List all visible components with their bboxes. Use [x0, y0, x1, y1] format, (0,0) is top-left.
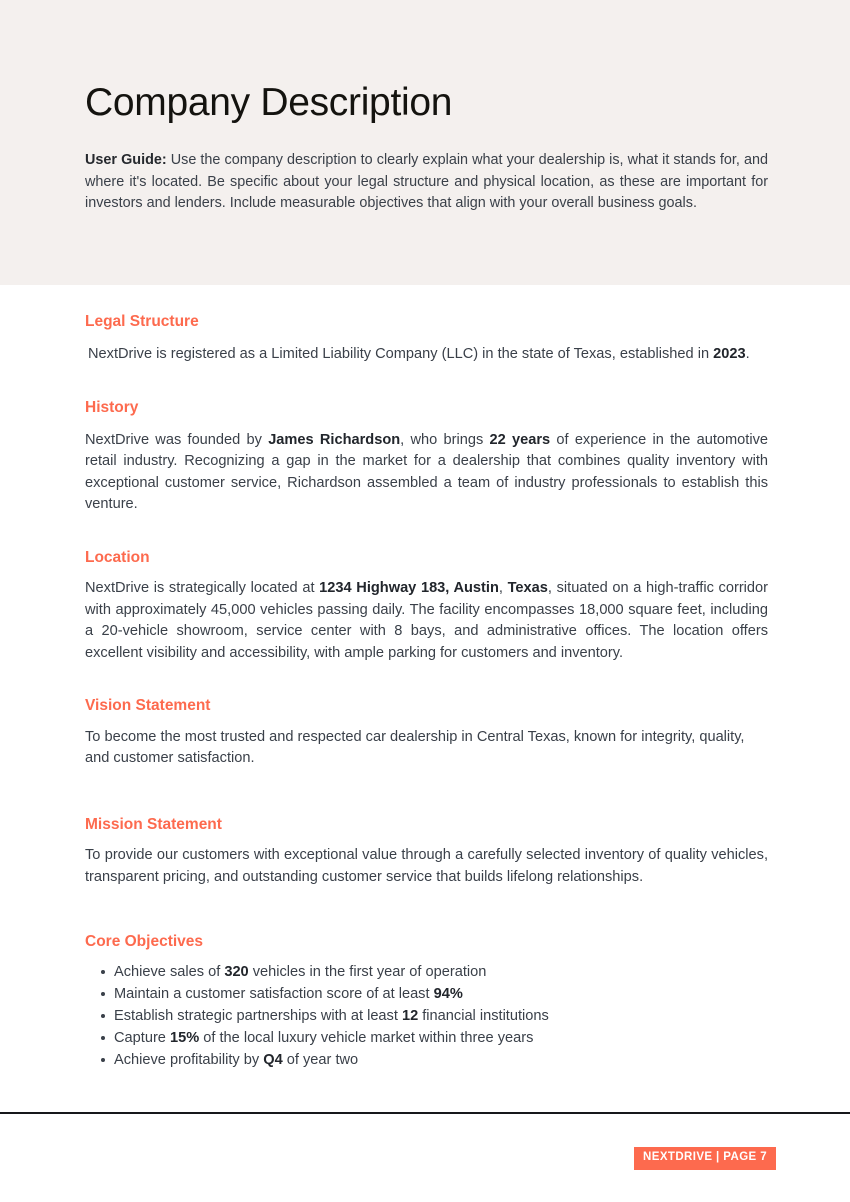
objective-text-post: financial institutions — [418, 1008, 549, 1025]
legal-text-2: . — [745, 345, 750, 362]
objective-text-post: of year two — [282, 1052, 359, 1069]
section-mission-statement — [0, 816, 850, 889]
legal-bold-year: 2023 — [713, 345, 746, 362]
objective-text-pre: Achieve profitability by — [114, 1052, 264, 1069]
location-text-2: , — [498, 580, 508, 597]
footer-divider — [0, 1112, 850, 1114]
list-item — [101, 983, 768, 1005]
objective-value: 15% — [169, 1030, 200, 1047]
objective-value: 94% — [433, 986, 463, 1003]
section-legal-structure — [0, 313, 850, 365]
objective-value: 320 — [224, 964, 249, 981]
objective-text-post: vehicles in the first year of operation — [248, 964, 487, 981]
location-text-1: NextDrive is strategically located at — [85, 580, 320, 597]
objective-text-post: of the local luxury vehicle market within three years — [199, 1030, 534, 1047]
body-history — [85, 430, 768, 516]
section-history — [0, 399, 850, 516]
user-guide-label: User Guide: — [85, 152, 167, 168]
list-item — [101, 961, 768, 983]
history-text-1: NextDrive was founded by — [85, 431, 269, 448]
objective-text-pre: Capture — [114, 1030, 170, 1047]
user-guide-paragraph — [85, 150, 768, 215]
section-location — [0, 549, 850, 665]
objective-value: Q4 — [263, 1052, 283, 1069]
body-vision-statement: To become the most trusted and respected car dealership in Central Texas, known for integrity, quality, and customer satisfaction. — [85, 728, 745, 767]
history-bold-founder: James Richardson — [268, 431, 401, 448]
user-guide-text: Use the company description to clearly explain what your dealership is, what it stands for, and where it's located. Be specific about your legal structure and physical location, as these are important for investors and lenders. Include measurable objectives that align with your overall business goals. — [85, 152, 768, 212]
objective-text-pre: Achieve sales of — [114, 964, 225, 981]
location-bold-state: Texas — [507, 580, 548, 597]
section-core-objectives — [0, 933, 850, 1071]
body-legal-structure — [85, 344, 771, 366]
heading-location: Location — [85, 548, 150, 566]
heading-legal-structure: Legal Structure — [85, 313, 199, 330]
history-bold-years: 22 years — [489, 431, 551, 448]
location-bold-address: 1234 Highway 183, Austin — [319, 580, 499, 597]
legal-text-1: NextDrive is registered as a Limited Liability Company (LLC) in the state of Texas, established in — [88, 345, 714, 362]
list-item — [101, 1027, 768, 1049]
body-location — [85, 578, 768, 664]
objective-value: 12 — [401, 1008, 419, 1025]
history-text-3: of experience in the automotive retail industry. Recognizing a gap in the market for a dealership that combines quality inventory with exceptional customer service, Richardson assembled a team of industry professionals to establish this venture. — [85, 431, 768, 513]
heading-vision-statement: Vision Statement — [85, 697, 211, 715]
heading-mission-statement: Mission Statement — [85, 815, 222, 833]
core-objectives-list — [85, 961, 768, 1071]
header-band — [0, 0, 850, 285]
history-text-2: , who brings — [400, 431, 490, 448]
heading-history: History — [85, 399, 139, 417]
body-mission-statement: To provide our customers with exceptional value through a carefully selected inventory of quality vehicles, transparent pricing, and outstanding customer service that builds lifelong relationships. — [85, 847, 768, 885]
objective-text-pre: Establish strategic partnerships with at least — [114, 1008, 402, 1025]
list-item — [101, 1005, 768, 1027]
list-item — [101, 1049, 768, 1071]
objective-text-pre: Maintain a customer satisfaction score of at least — [114, 986, 434, 1003]
heading-core-objectives: Core Objectives — [85, 933, 204, 951]
location-text-3: , situated on a high-traffic corridor with approximately 45,000 vehicles passing daily. The facility encompasses 18,000 square feet, including a 20-vehicle showroom, service center with 8 bays, and administrative offices. The location offers excellent visibility and accessibility, with ample parking for customers and inventory. — [85, 580, 769, 661]
document-body — [0, 285, 850, 1071]
footer-page-badge: NEXTDRIVE | PAGE 7 — [634, 1147, 776, 1170]
page-title: Company Description — [85, 81, 453, 124]
section-vision-statement — [0, 697, 850, 770]
